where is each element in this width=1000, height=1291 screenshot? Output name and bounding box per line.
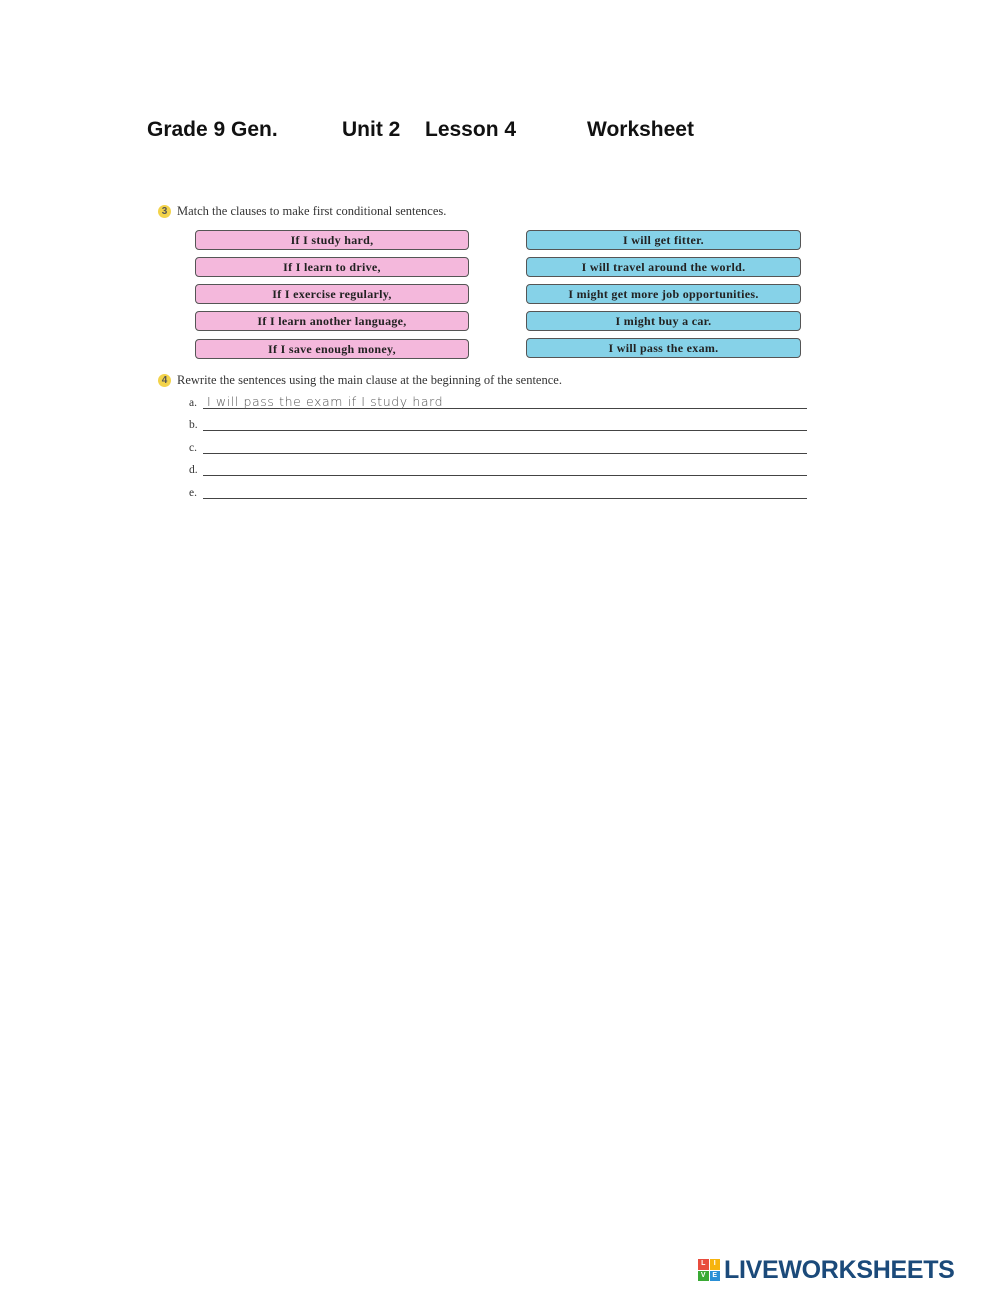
answer-rule bbox=[203, 453, 807, 454]
right-clause-4[interactable]: I might buy a car. bbox=[526, 311, 801, 331]
logo-letter: I bbox=[710, 1259, 721, 1270]
answer-letter: b. bbox=[189, 419, 198, 431]
exercise-4-title bbox=[158, 373, 562, 388]
logo-letter: L bbox=[698, 1259, 709, 1270]
exercise-4-number-badge: 4 bbox=[158, 374, 171, 387]
unit-label: Unit 2 bbox=[342, 118, 401, 141]
left-clause-5[interactable]: If I save enough money, bbox=[195, 339, 469, 359]
answer-rule bbox=[203, 430, 807, 431]
answer-letter: e. bbox=[189, 487, 197, 499]
right-clause-2[interactable]: I will travel around the world. bbox=[526, 257, 801, 277]
grade-label: Grade 9 Gen. bbox=[147, 118, 278, 141]
exercise-3-instruction: Match the clauses to make first conditional sentences. bbox=[177, 204, 447, 218]
right-clause-5[interactable]: I will pass the exam. bbox=[526, 338, 801, 358]
worksheet-label: Worksheet bbox=[587, 118, 694, 141]
answer-rule bbox=[203, 475, 807, 476]
answer-line-c[interactable] bbox=[189, 438, 807, 454]
exercise-3-title bbox=[158, 204, 446, 219]
left-clause-1[interactable]: If I study hard, bbox=[195, 230, 469, 250]
liveworksheets-logo-icon bbox=[698, 1259, 720, 1281]
answer-letter: a. bbox=[189, 397, 197, 409]
answer-letter: c. bbox=[189, 442, 197, 454]
right-clause-1[interactable]: I will get fitter. bbox=[526, 230, 801, 250]
brand-name: LIVEWORKSHEETS bbox=[724, 1255, 955, 1284]
left-clause-2[interactable]: If I learn to drive, bbox=[195, 257, 469, 277]
logo-letter: V bbox=[698, 1271, 709, 1282]
lesson-label: Lesson 4 bbox=[425, 118, 517, 141]
answer-line-a[interactable] bbox=[189, 393, 807, 409]
liveworksheets-brand bbox=[698, 1256, 955, 1284]
exercise-3-number-badge: 3 bbox=[158, 205, 171, 218]
left-clause-3[interactable]: If I exercise regularly, bbox=[195, 284, 469, 304]
answer-line-d[interactable] bbox=[189, 460, 807, 476]
answer-line-b[interactable] bbox=[189, 415, 807, 431]
right-clause-3[interactable]: I might get more job opportunities. bbox=[526, 284, 801, 304]
answer-rule bbox=[203, 498, 807, 499]
answer-line-e[interactable] bbox=[189, 483, 807, 499]
answer-text[interactable]: I will pass the exam if I study hard bbox=[207, 394, 444, 409]
answer-letter: d. bbox=[189, 464, 198, 476]
exercise-4-instruction: Rewrite the sentences using the main clause at the beginning of the sentence. bbox=[177, 373, 562, 387]
left-clause-4[interactable]: If I learn another language, bbox=[195, 311, 469, 331]
logo-letter: E bbox=[710, 1271, 721, 1282]
